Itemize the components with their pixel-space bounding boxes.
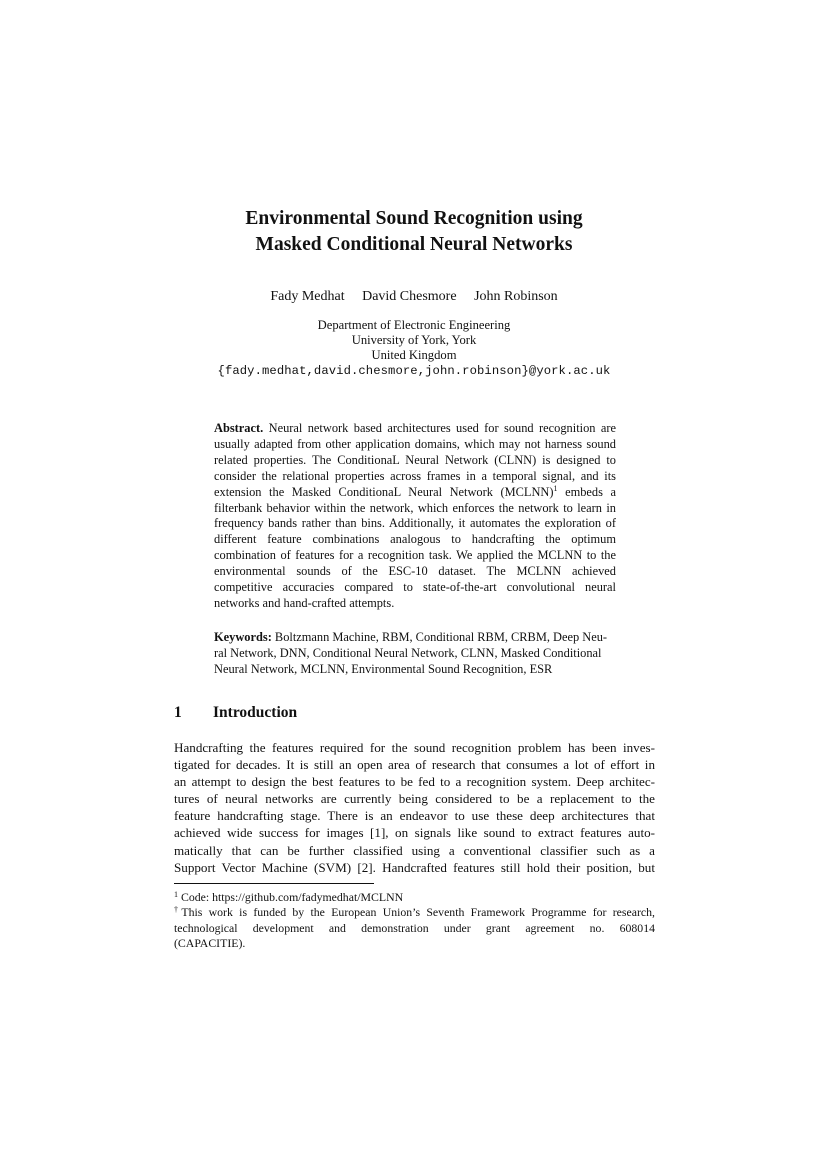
abstract xyxy=(214,421,616,612)
footnote-funding xyxy=(174,905,655,951)
abstract-text-continued: embeds a filterbank behavior within the network, which enforces the network to learn in frequency bands rather than bins. Additionally, it automates the exploration of different feature combinations analogous to handcrafting the optimum combination of features for a recognition task. We applied the MCLNN to the environmental sounds of the ESC-10 dataset. The MCLNN achieved competitive accuracies compared to state-of-the-art convolutional neural networks and hand-crafted attempts. xyxy=(214,484,617,610)
body-line: achieved wide success for images [1], on signals like sound to extract features auto- xyxy=(174,825,655,841)
footnote-code-text: Code: https://github.com/fadymedhat/MCLNN xyxy=(178,890,404,904)
author-name: John Robinson xyxy=(474,289,558,304)
affiliation-university: University of York, York xyxy=(351,333,477,348)
footnotes xyxy=(174,890,655,952)
affiliation-department: Department of Electronic Engineering xyxy=(317,318,511,332)
footnote-divider xyxy=(174,883,374,884)
keywords xyxy=(214,630,616,678)
footnote-marker: † xyxy=(174,905,182,915)
body-line: Support Vector Machine (SVM) [2]. Handcrafted features still hold their position, but xyxy=(174,859,655,875)
body-line: feature handcrafting stage. There is an endeavor to use these deep architectures that xyxy=(174,808,655,824)
body-line: tures of neural networks are currently being considered to be a replacement to the xyxy=(174,791,655,807)
section-number: 1 xyxy=(174,704,182,721)
section-title: Introduction xyxy=(213,704,298,721)
footnote-funding-line: (CAPACITIE). xyxy=(174,936,246,951)
footnote-funding-line xyxy=(174,905,655,920)
body-line: an attempt to design the best features to be fed to a recognition system. Deep architec- xyxy=(174,774,655,790)
keywords-line: Neural Network, MCLNN, Environmental Sound Recognition, ESR xyxy=(214,661,553,676)
paper-title xyxy=(0,206,828,258)
body-text xyxy=(174,739,655,876)
section-heading xyxy=(174,703,297,723)
keywords-line xyxy=(214,630,616,646)
abstract-text: Neural network based architectures used for sound recognition are usually adapted from other application domains, which may not harness sound related properties. The ConditionaL Neural Network (CLNN) is designed to consider the relational properties across frames in a temporal signal, and its extension the Masked ConditionaL Neural Network (MCLNN) xyxy=(214,421,616,499)
affiliation-country: United Kingdom xyxy=(371,348,457,363)
keywords-text: Boltzmann Machine, RBM, Conditional RBM, CRBM, Deep Neu- xyxy=(271,630,608,644)
author-list xyxy=(0,288,828,306)
abstract-label: Abstract. xyxy=(214,421,264,435)
title-line-2: Masked Conditional Neural Networks xyxy=(255,234,573,255)
author-emails: {fady.medhat,david.chesmore,john.robinson}@york.ac.uk xyxy=(217,363,611,378)
footnote-marker: 1 xyxy=(553,483,558,493)
body-line: Handcrafting the features required for the sound recognition problem has been inves- xyxy=(174,740,655,755)
affiliation-block xyxy=(0,318,828,379)
title-line-1: Environmental Sound Recognition using xyxy=(245,208,583,229)
author-name: Fady Medhat xyxy=(270,289,345,304)
footnote-marker: 1 xyxy=(174,890,178,899)
footnote-funding-text: This work is funded by the European Union’s Seventh Framework Programme for research, xyxy=(181,905,655,920)
author-name: David Chesmore xyxy=(362,289,457,304)
body-line: tigated for decades. It is still an open area of research that consumes a lot of effort in xyxy=(174,757,655,773)
footnote-code xyxy=(174,890,655,905)
body-line: matically that can be further classified using a conventional classifier such as a xyxy=(174,842,655,858)
keywords-line: ral Network, DNN, Conditional Neural Network, CLNN, Masked Conditional xyxy=(214,645,602,660)
footnote-funding-line: technological development and demonstration under grant agreement no. 608014 xyxy=(174,920,655,935)
keywords-label: Keywords: xyxy=(214,630,272,644)
